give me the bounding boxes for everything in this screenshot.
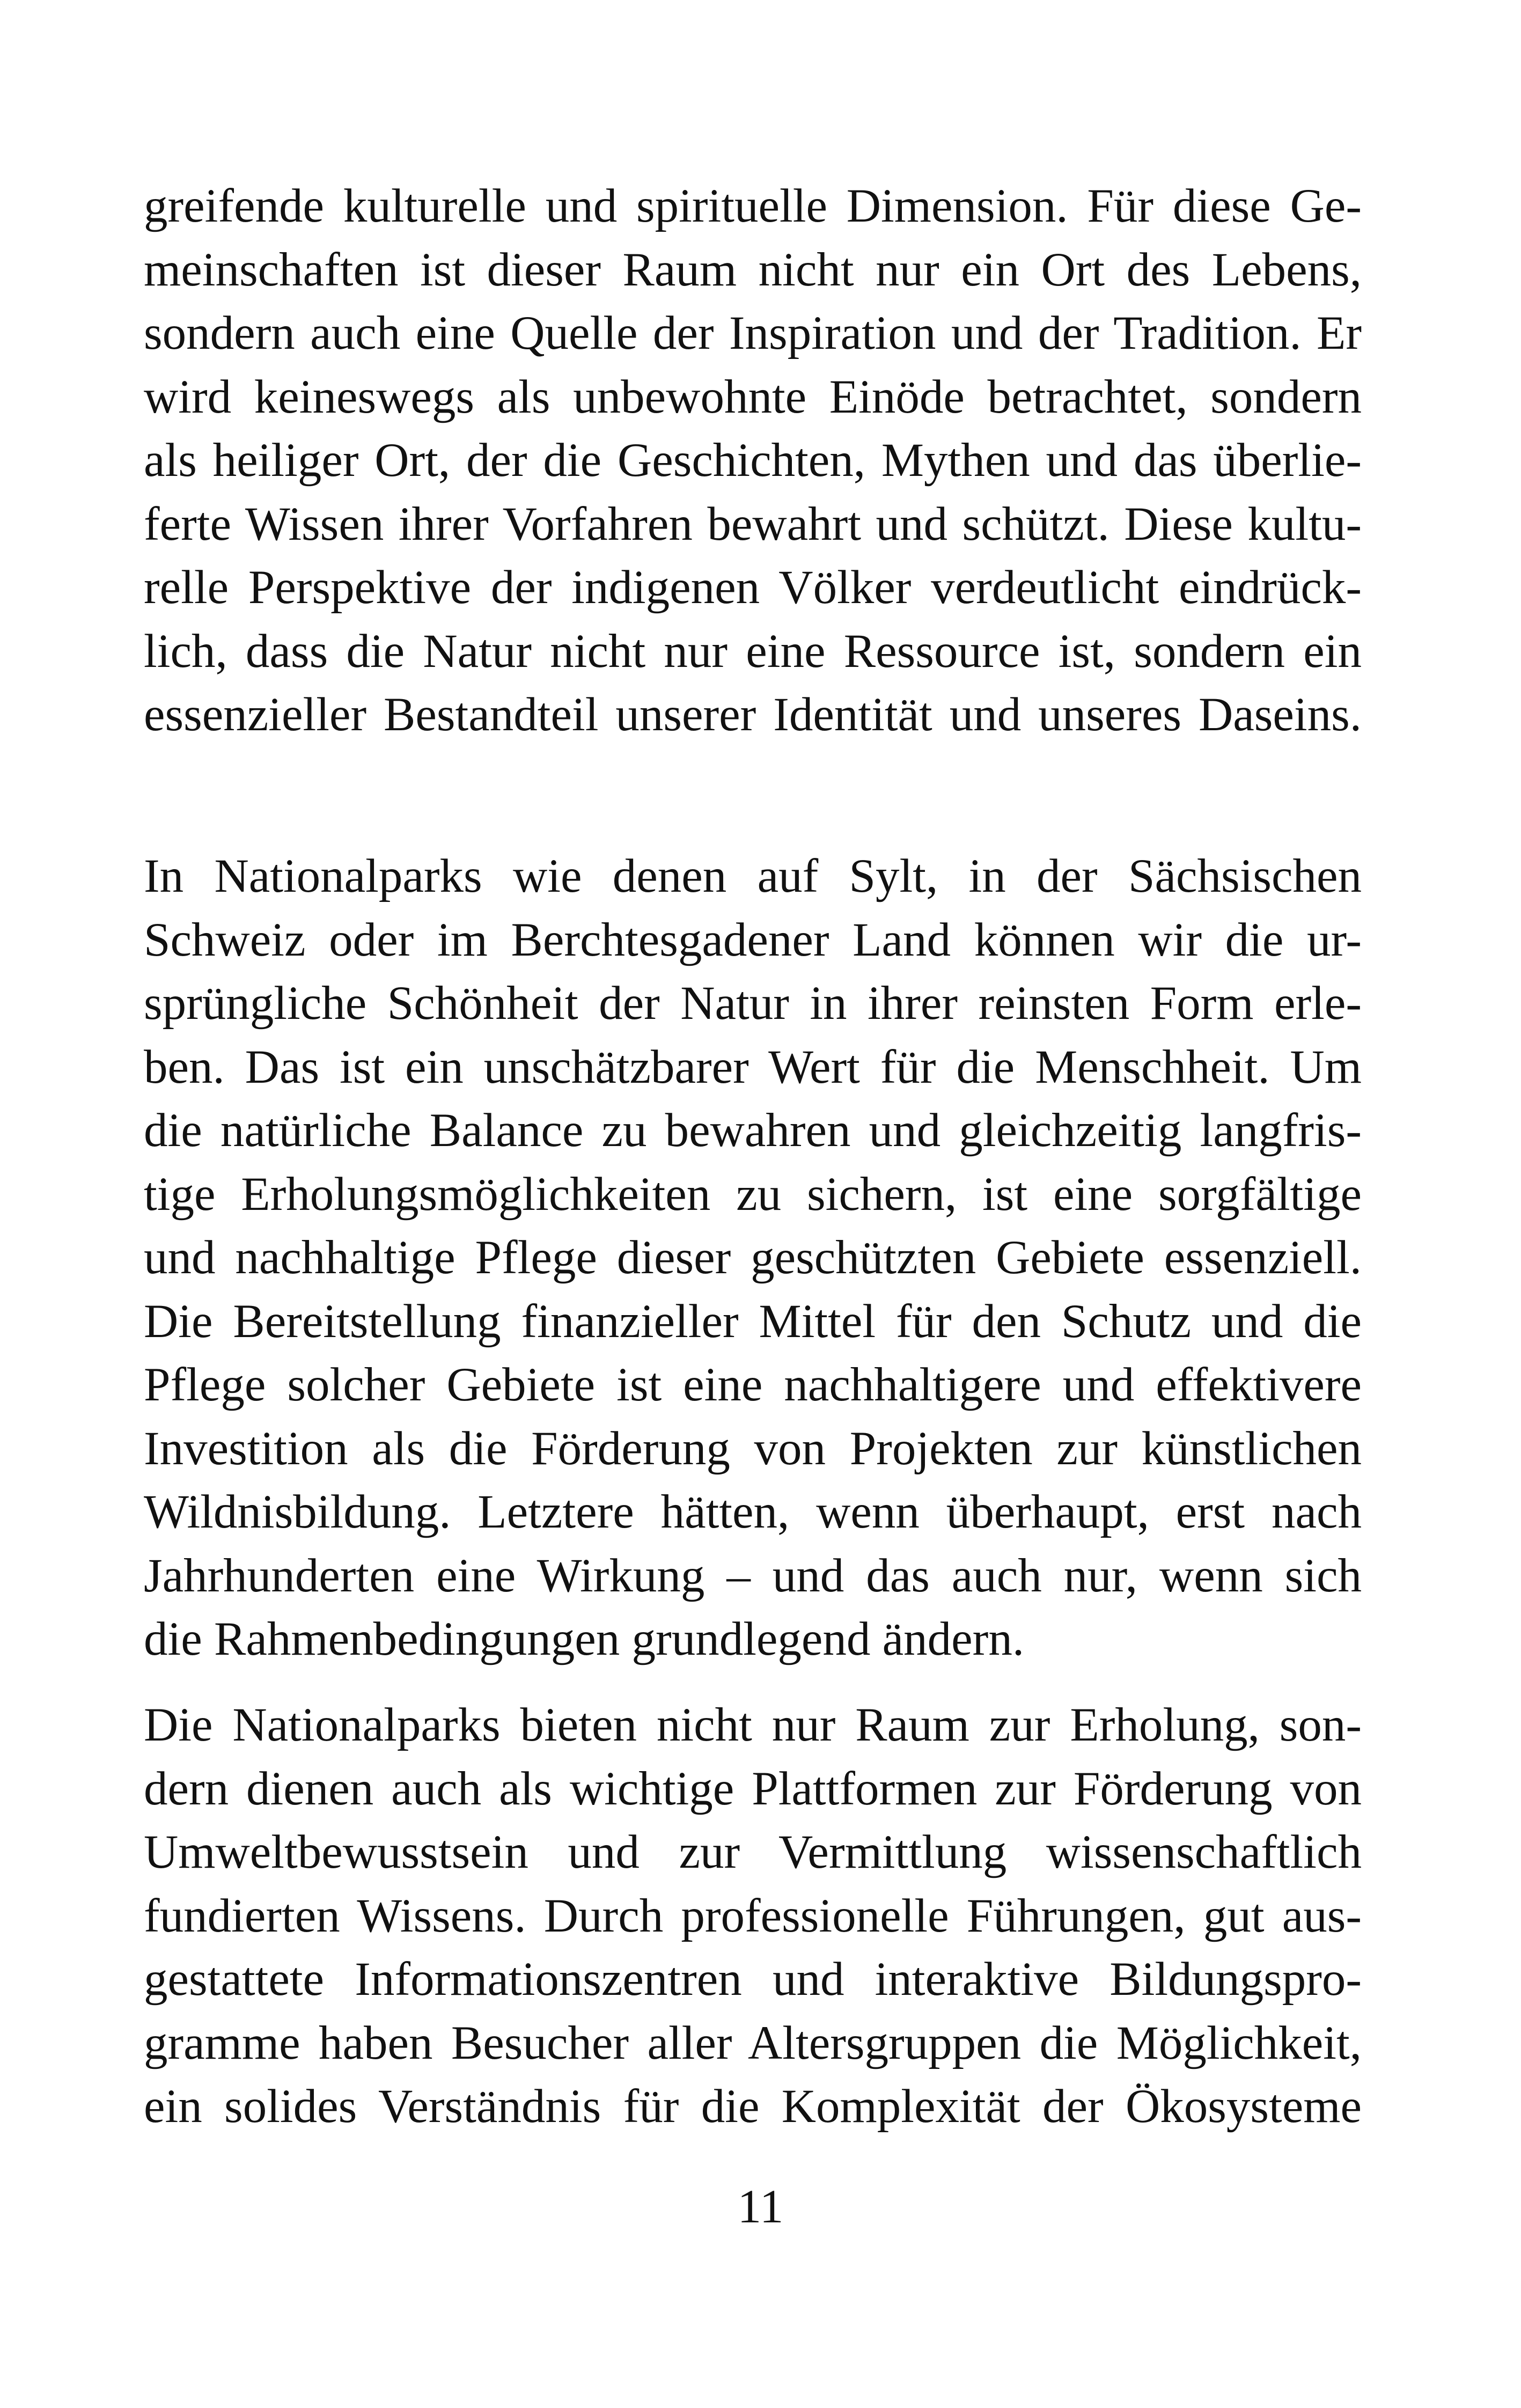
text-line: Jahrhunderten eine Wirkung – und das auch nur, wenn sich: [144, 1549, 1362, 1602]
text-line: In Nationalparks wie denen auf Sylt, in der Sächsischen: [144, 850, 1362, 902]
text-line: Die Nationalparks bieten nicht nur Raum zur Erholung, son-: [144, 1699, 1362, 1751]
paragraph-3: [144, 1693, 1362, 2139]
page-number: 11: [737, 2181, 784, 2233]
text-line: essenzieller Bestandteil unserer Identität und unseres Daseins.: [144, 688, 1362, 741]
text-line: tige Erholungsmöglichkeiten zu sichern, ist eine sorgfältige: [144, 1168, 1362, 1221]
text-line: Investition als die Förderung von Projekten zur künstlichen: [144, 1422, 1362, 1475]
paragraph-2: [144, 845, 1362, 1671]
text-line: die Rahmenbedingungen grundlegend ändern.: [144, 1613, 1025, 1665]
text-line: Wildnisbildung. Letztere hätten, wenn überhaupt, erst nach: [144, 1486, 1362, 1538]
text-line: Die Bereitstellung finanzieller Mittel für den Schutz und die: [144, 1295, 1362, 1348]
text-line: meinschaften ist dieser Raum nicht nur ein Ort des Lebens,: [144, 243, 1362, 296]
text-line: sondern auch eine Quelle der Inspiration und der Tradition. Er: [144, 307, 1362, 359]
text-line: ferte Wissen ihrer Vorfahren bewahrt und schützt. Diese kultu-: [144, 497, 1362, 550]
text-line: greifende kulturelle und spirituelle Dimension. Für diese Ge-: [144, 180, 1362, 232]
text-line: als heiliger Ort, der die Geschichten, Mythen und das überlie-: [144, 434, 1362, 487]
text-line: Pflege solcher Gebiete ist eine nachhaltigere und effektivere: [144, 1359, 1362, 1411]
text-line: lich, dass die Natur nicht nur eine Ressource ist, sondern ein: [144, 625, 1362, 678]
text-line: Schweiz oder im Berchtesgadener Land können wir die ur-: [144, 913, 1362, 966]
text-line: ein solides Verständnis für die Komplexität der Ökosysteme: [144, 2080, 1362, 2133]
text-line: die natürliche Balance zu bewahren und gleichzeitig langfris-: [144, 1104, 1362, 1157]
text-line: relle Perspektive der indigenen Völker verdeutlicht eindrück-: [144, 561, 1362, 614]
text-line: dern dienen auch als wichtige Plattformen zur Förderung von: [144, 1762, 1362, 1815]
text-line: gramme haben Besucher aller Altersgruppen die Möglichkeit,: [144, 2016, 1362, 2069]
text-line: fundierten Wissens. Durch professionelle Führungen, gut aus-: [144, 1889, 1362, 1942]
text-line: Umweltbewusstsein und zur Vermittlung wissenschaftlich: [144, 1826, 1362, 1878]
text-line: und nachhaltige Pflege dieser geschützten Gebiete essenziell.: [144, 1231, 1362, 1284]
text-line: sprüngliche Schönheit der Natur in ihrer reinsten Form erle-: [144, 977, 1362, 1030]
paragraph-1: [144, 174, 1362, 747]
text-line: wird keineswegs als unbewohnte Einöde betrachtet, sondern: [144, 370, 1362, 423]
text-line: gestattete Informationszentren und interaktive Bildungspro-: [144, 1953, 1362, 2006]
text-line: ben. Das ist ein unschätzbarer Wert für die Menschheit. Um: [144, 1040, 1362, 1093]
